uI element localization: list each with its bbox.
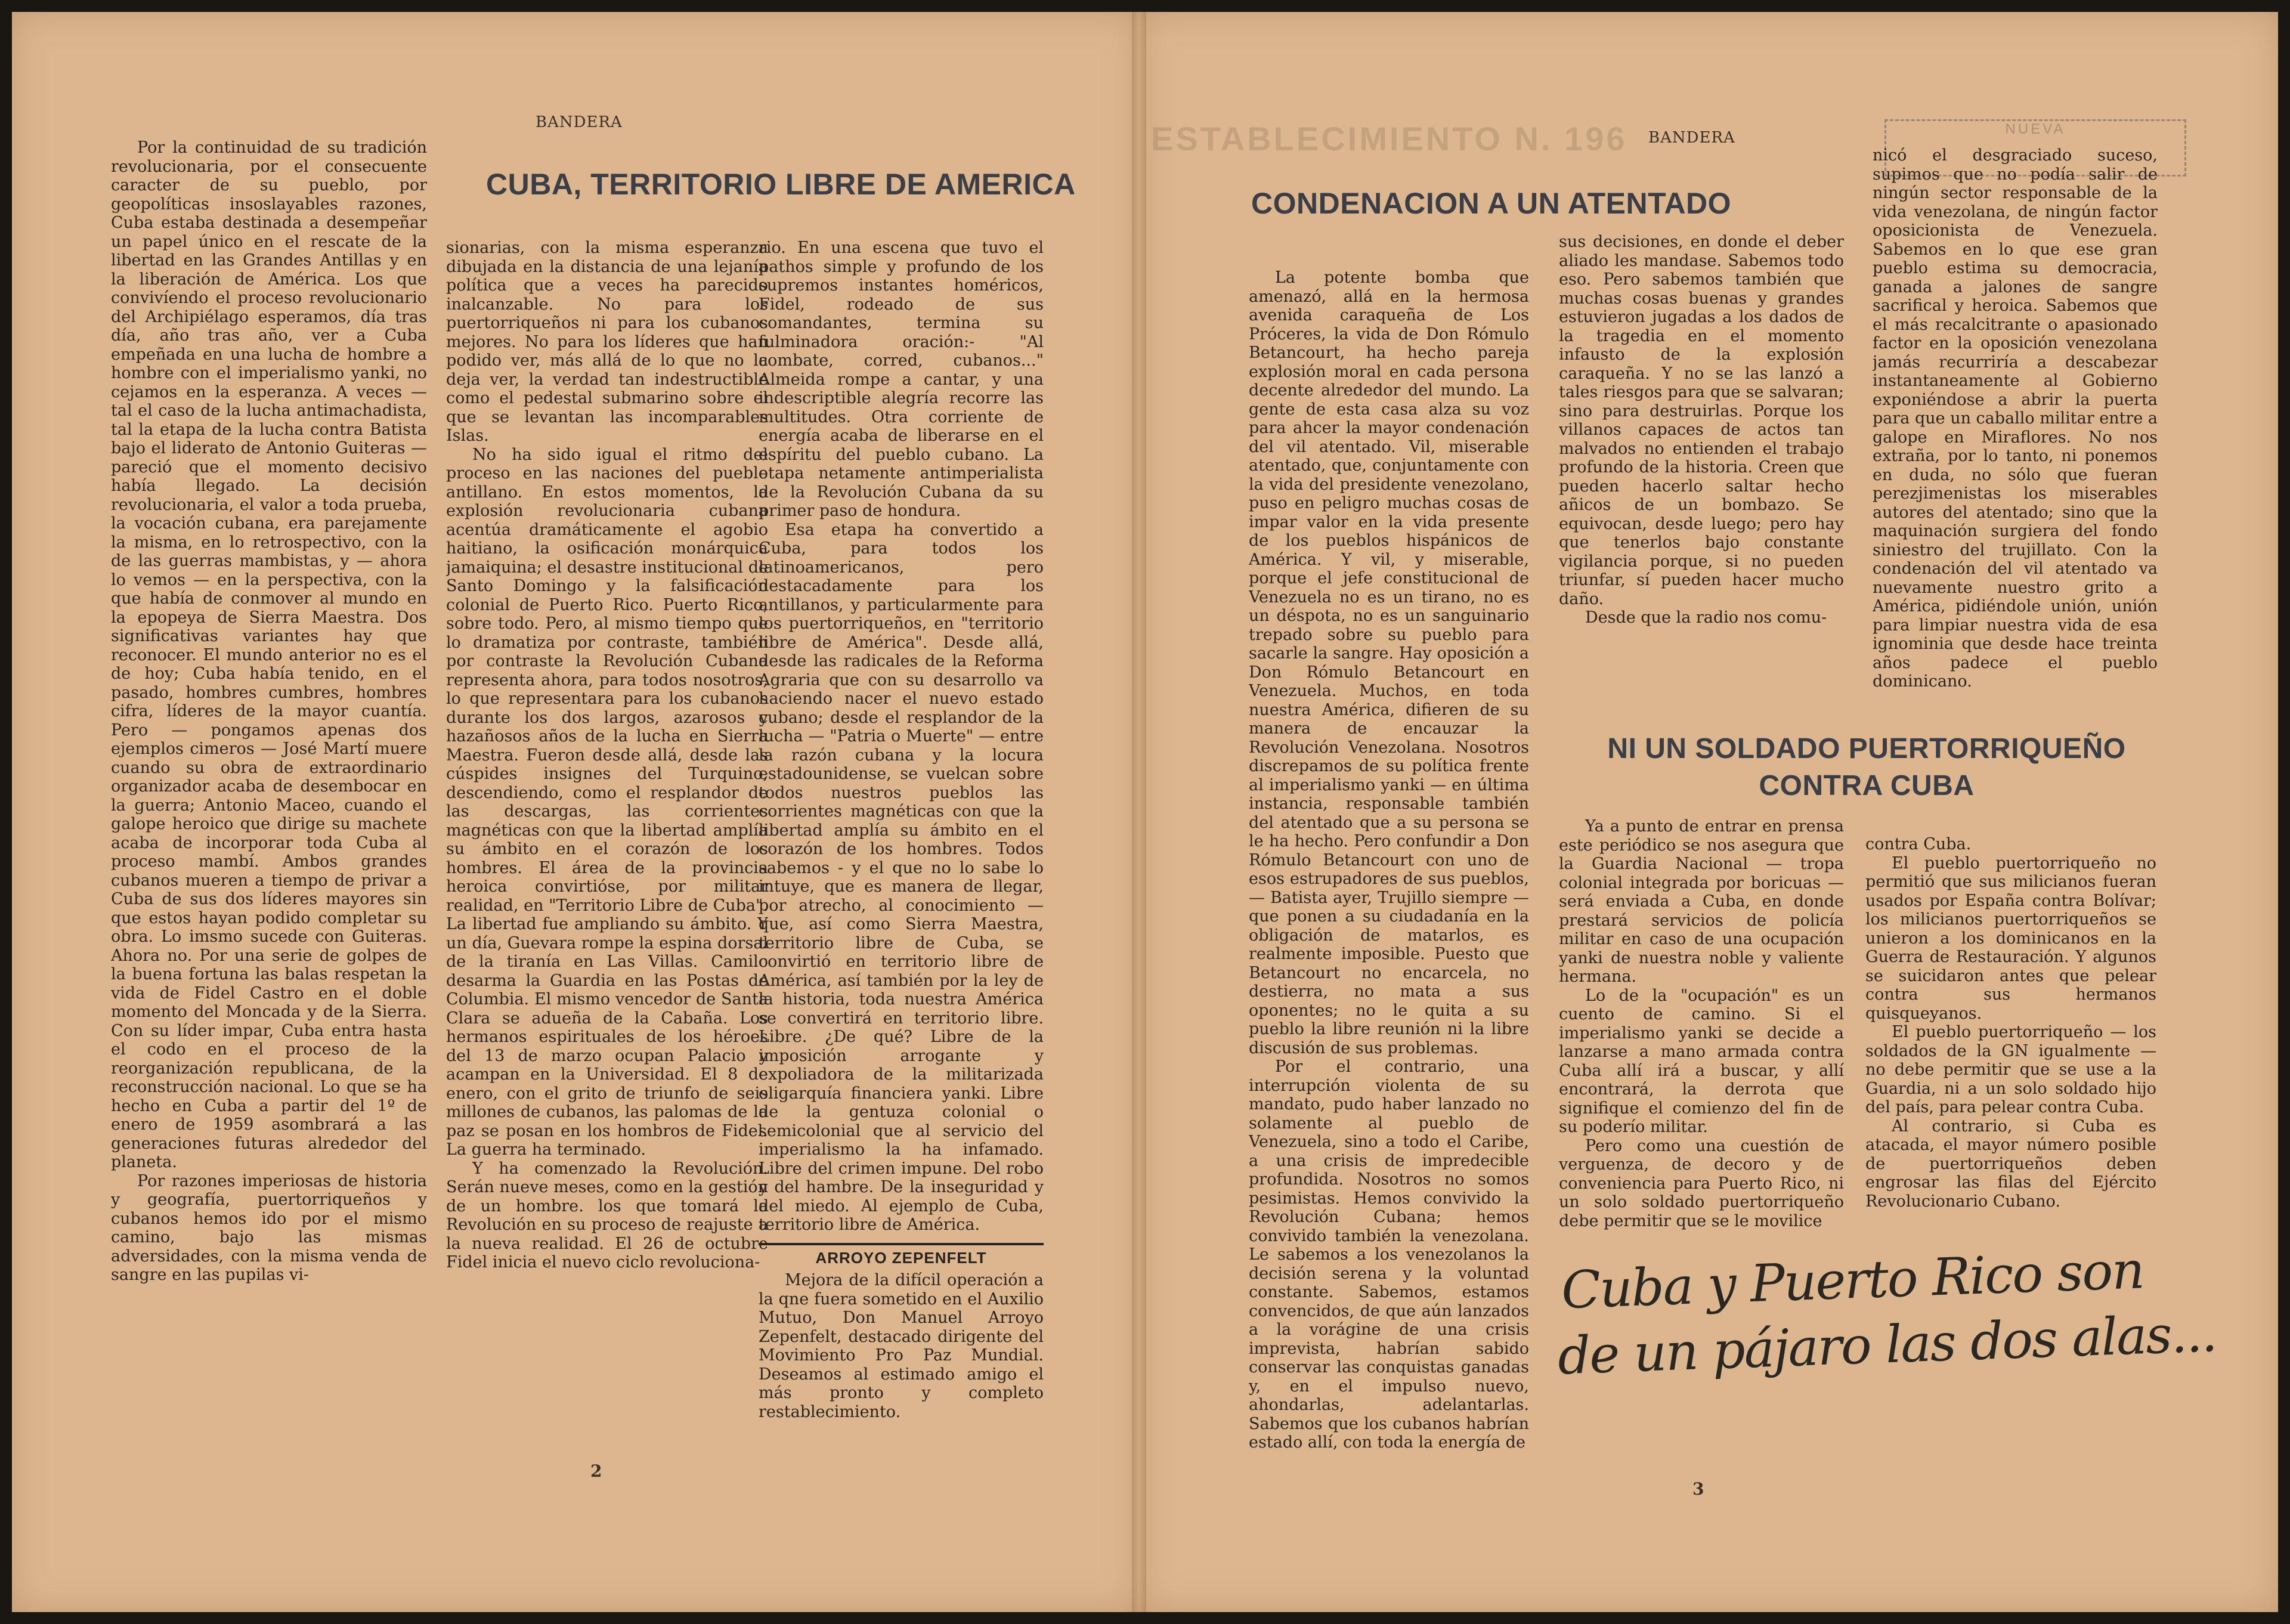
paragraph: Desde que la radio nos comu- [1585, 608, 1827, 627]
paragraph: Pero como una cuestión de verguenza, de decoro y de conveniencia para Puerto Rico, ni un solo soldado puertorriqueño debe permitir que se le movilice [1559, 1136, 1844, 1230]
left-headline: CUBA, TERRITORIO LIBRE DE AMERICA [486, 168, 1076, 201]
right-column-2 [1559, 233, 1844, 686]
paragraph: El pueblo puertorriqueño — los soldados de la GN igualmente — no debe permitir que se use a la Guardia, ni a un solo soldado hijo del país, para pelear contra Cuba. [1865, 1023, 2156, 1116]
left-column-1 [111, 138, 427, 1498]
right-page-number: 3 [1692, 1479, 1704, 1499]
paragraph: Por razones imperiosas de historia y geografía, puertorriqueños y cubanos hemos ido por el mismo camino, bajo las mismas adversidades, con la misma venda de sangre en las pupilas vi- [111, 1171, 427, 1284]
paragraph: Al contrario, si Cuba es atacada, el mayor número posible de puertorriqueños deben engrosar las filas del Ejército Revolucionario Cubano. [1865, 1116, 2156, 1211]
sidebar-byline: ARROYO ZEPENFELT [759, 1243, 1044, 1268]
paragraph: rio. En una escena que tuvo el pathos simple y profundo de los supremos instantes homéricos, Fidel, rodeado de sus comandantes, termina su fulminadora oración:- "Al combate, corred, cubanos..." Almeida rompe a cantar, y una indescriptible alegría recorre las multitudes. Otra corriente de energía acaba de liberarse en el espíritu del pueblo cubano. La etapa netamente antimperialista de la Revolución Cubana da su primer paso de hondura. [759, 239, 1044, 520]
left-page-number: 2 [590, 1461, 602, 1481]
second-headline [1598, 731, 2135, 805]
handwriting-line-1: Cuba y Puerto Rico son [1560, 1241, 2145, 1321]
paragraph: Por el contrario, una interrupción violenta de su mandato, pudo haber lanzado no solamente al pueblo de Venezuela, sino a todo el Caribe, a una crisis de impredecible profundida. Nosotros no somos pesimistas. Hemos convivido la Revolución Cubana; hemos convivido también la venezolana. Le sabemos a los venezolanos la decisión serena y la voluntad constante. Sabemos, estamos convencidos, de que aún lanzados a la vorágine de una crisis imprevista, habrían sabido conservar las conquistas ganadas y, en el impulso nuevo, ahondarlas, adelantarlas. Sabemos que los cubanos habrían estado allí, con toda la energía de [1249, 1057, 1529, 1452]
paragraph: Esa etapa ha convertido a Cuba, para todos los latinoamericanos, pero destacadamente para los antillanos, y particularmente para los puertorriqueños, en "territorio libre de América". Desde allá, desde las radicales de la Reforma Agraria que con su desarrollo va haciendo nacer el nuevo estado cubano; desde el resplandor de la lucha — "Patria o Muerte" — entre la razón cubana y la locura estadounidense, se vuelcan sobre todos nuestros pueblos las corrientes magnéticas con que la libertad amplía su ámbito en el corazón de los hombres. Todos sabemos - y el que no lo sabe lo intuye, que es manera de llegar, por atrecho, al conocimiento — que, así como Sierra Maestra, territorio libre de Cuba, se convirtió en territorio libre de América, así también por la ley de la historia, toda nuestra América se convertirá en territorio libre. Libre. ¿De qué? Libre de la imposición arrogante y expoliadora de la militarizada oligarquía financiera yanki. Libre de la gentuza colonial o semicolonial que al servicio del imperialismo la ha infamado. Libre del crimen impune. Del robo y del hambre. De la inseguridad y del miedo. Al ejemplo de Cuba, territorio libre de América. [759, 520, 1044, 1234]
left-page-header: BANDERA [536, 113, 623, 131]
paragraph: La potente bomba que amenazó, allá en la hermosa avenida caraqueña de Los Próceres, la vida de Don Rómulo Betancourt, ha hecho pareja explosión moral en cada persona decente alrededor del mundo. La gente de esta casa alza su voz para ahcer la mayor condenación del vil atentado. Vil, miserable atentado, que, conjuntamente con la vida del presidente venezolano, puso en peligro muchas cosas de impar valor en la vida presente de los pueblos hispánicos de América. Y vil, y miserable, porque el jefe constitucional de Venezuela no es un tirano, no es un déspota, no es un sanguinario trepado sobre su pueblo para sacarle la sangre. Hay oposición a Don Rómulo Betancourt en Venezuela. Muchos, en toda nuestra América, difieren de su manera de encauzar la Revolución Venezolana. Nosotros discrepamos de su política frente al imperialismo yanki — en última instancia, responsable también del atentado que a su persona se le ha hecho. Pero confundir a Don Rómulo Betancourt con uno de esos estrupadores de sus pueblos, — Batista ayer, Trujillo siempre — que ponen a su ciudadanía en la obligación de matarlos, es realmente imposible. Puesto que Betancourt no encarcela, no destierra, no mata a sus oponentes; no le quita a su pueblo la libre reunión ni la libre discusión de sus problemas. [1249, 268, 1529, 1057]
second-article-column-1 [1559, 817, 1844, 1246]
second-article-column-2 [1865, 835, 2156, 1252]
stamp-text: NUEVA [2005, 121, 2066, 137]
center-fold [1132, 12, 1146, 1612]
paragraph: El pueblo puertorriqueño no permitió que sus milicianos fueran usados por España contra Bolívar; los milicianos puertorriqueños se unieron a los dominicanos en la Guerra de Restauración. Y algunos se suicidaron antes que pelear contra sus hermanos quisqueyanos. [1865, 853, 2156, 1023]
paragraph: sionarias, con la misma esperanza dibujada en la distancia de una lejanía política que a veces ha parecido inalcanzable. No para los puertorriqueños ni para los cubanos mejores. No para los líderes que han podido ver, más allá de lo que no la deja ver, la verdad tan indestructible como el pedestal submarino sobre el que se levantan las incomparables Islas. [446, 239, 768, 445]
left-column-3 [759, 239, 1044, 1497]
paragraph: Y ha comenzado la Revolución. Serán nueve meses, como en la gestión de un hombre. los que tomará la Revolución en su proceso de reajuste a la nueva realidad. El 26 de octubre Fidel inicia el nuevo ciclo revoluciona- [446, 1159, 768, 1272]
handwritten-annotation [1556, 1235, 2220, 1389]
paragraph: Lo de la "ocupación" es un cuento de camino. Si el imperialismo yanki se decide a lanzarse a mano armada contra Cuba allí irá a buscar, y allí encontrará, la derrota que signifique el comienzo del fin de su poderío militar. [1559, 986, 1844, 1136]
paragraph: contra Cuba. [1865, 835, 1972, 853]
right-page-header: BANDERA [1648, 129, 1735, 147]
paragraph: Ya a punto de entrar en prensa este periódico se nos asegura que la Guardia Nacional — tropa colonial integrada por boricuas — será enviada a Cuba, en donde prestará servicios de policía militar en caso de una ocupación yanki de nuestra noble y valiente hermana. [1559, 817, 1844, 986]
paragraph: nicó el desgraciado suceso, supimos que no podía salir de ningún sector responsable de la vida venezolana, de ningún factor oposicionista de Venezuela. Sabemos en lo que ese gran pueblo estima su democracia, ganada a jalones de sangre sacrifical y heroica. Sabemos que el más recalcitrante o apasionado factor en la oposición venezolana jamás recurriría a descabezar instantaneamente al Gobierno exponiéndose a abrir la puerta para que un caballo militar entre a galope en Miraflores. No nos extraña, por lo tanto, ni ponemos en duda, no sólo que fueran perezjimenistas los miserables autores del atentado; sino que la maquinación surgiera del fondo siniestro del trujillato. Con la condenación del vil atentado va nuevamente nuestro grito a América, pidiéndole unión, unión para limpiar nuestra vida de esa ignominia que desde hace treinta años padece el pueblo dominicano. [1873, 146, 2158, 691]
right-column-3 [1873, 146, 2158, 713]
right-column-1 [1249, 268, 1529, 1485]
paragraph: sus decisiones, en donde el deber aliado les mandase. Sabemos todo eso. Pero sabemos también que muchas cosas buenas y grandes estuvieron jugadas a los dados de la tragedia en el momento infausto de la explosión caraqueña. Y no se las lanzó a tales riesgos para que se salvaran; sino para destruirlas. Porque los villanos capaces de actos tan malvados no entienden el trabajo profundo de la historia. Creen que pueden hacerlo saltar hecho añicos de un bombazo. Se equivocan, desde luego; pero hay que tenerlos bajo constante vigilancia porque, si no pueden triunfar, sí pueden hacer mucho daño. [1559, 233, 1844, 608]
handwriting-line-2: de un pájaro las dos alas... [1556, 1303, 2217, 1387]
second-headline-line-1: NI UN SOLDADO PUERTORRIQUEÑO [1607, 733, 2126, 765]
paragraph: Por la continuidad de su tradición revolucionaria, por el consecuente caracter de su pueblo, por geopolíticas insoslayables razones, Cuba estaba destinada a desempeñar un papel único en el rescate de la libertad en las Grandes Antillas y en la liberación de América. Los que convivíendo el proceso revolucionario del Archipiélago esperamos, día tras día, año tras año, ver a Cuba empeñada en una lucha de hombre a hombre con el imperialismo yanki, no cejamos en la esperanza. A veces — tal el caso de la lucha antimachadista, tal la etapa de la lucha contra Batista bajo el liderato de Antonio Guiteras — pareció que el momento decisivo había llegado. La decisión revolucionaria, el valor a toda prueba, la vocación cubana, era parejamente la misma, en lo retrospectivo, con la de las guerras mambistas, y — ahora lo vemos — en la perspectiva, con la que había de conmover al mundo en la epopeya de Sierra Maestra. Dos significativas variantes hay que reconocer. El mundo anterior no es el de hoy; Cuba había tenido, en el pasado, hombres cumbres, hombres cifra, líderes de la mayor cuantía. Pero — pongamos apenas dos ejemplos cimeros — José Martí muere cuando su obra de extraordinario organizador acaba de desembocar en la guerra; Antonio Maceo, cuando el galope heroico que dirige su machete acaba de incorporar toda Cuba al proceso mambí. Ambos grandes cubanos mueren a tiempo de privar a Cuba de sus dos líderes mayores sin que estos hayan podido completar su obra. Lo imsmo sucede con Guiteras. Ahora no. Por una serie de golpes de la buena fortuna las balas respetan la vida de Fidel Castro en el doble momento del Moncada y de la Sierra. Con su líder impar, Cuba entra hasta el codo en el proceso de la reorganización republicana, de la reconstrucción nacional. Lo que se ha hecho en Cuba a partir del 1º de enero de 1959 asombrará a las generaciones futuras alrededor del planeta. [111, 138, 427, 1171]
left-column-2 [446, 239, 768, 1491]
right-headline: CONDENACION A UN ATENTADO [1251, 187, 1732, 220]
paragraph: No ha sido igual el ritmo del proceso en las naciones del pueblo antillano. En estos momentos, la explosión revolucionaria cubana acentúa dramáticamente el agobio haitiano, la osificación monárquica jamaiquina; el desastre institucional de Santo Domingo y la falsificación colonial de Puerto Rico. Puerto Rico, sobre todo. Pero, al mismo tiempo que lo dramatiza por contraste, también por contraste la Revolución Cubana representa ahora, para todos nosotros, lo que representara para los cubanos durante los dos largos, azarosos y hazañosos años de la lucha en Sierra Maestra. Fueron desde allá, desde las cúspides insignes del Turquino, descendiendo, como el resplandor de las descargas, las corrientes magnéticas con que la libertad amplía su ámbito en el corazón de los hombres. El área de la provincia heroica convirtióse, por militar realidad, en "Territorio Libre de Cuba". La libertad fue ampliando su ámbito. Y un día, Guevara rompe la espina dorsal de la tiranía en Las Villas. Camilo desarma la Guardia en las Postas de Columbia. El mismo vencedor de Santa Clara se adueña de la Cabaña. Los hermanos espirituales de los héroes del 13 de marzo ocupan Palacio y acampan en la Universidad. El 8 de enero, con el grito de triunfo de seis millones de cubanos, las palomas de la paz se posan en los hombros de Fidel. La guerra ha terminado. [446, 445, 768, 1159]
sidebar-text: Mejora de la difícil operación a la qne fuera sometido en el Auxilio Mutuo, Don Manuel Arroyo Zepenfelt, destacado dirigente del Movimiento Pro Paz Mundial. Deseamos al estimado amigo el más pronto y completo restablecimiento. [759, 1271, 1044, 1421]
second-headline-line-2: CONTRA CUBA [1759, 770, 1975, 802]
ghost-stamp-text: ESTABLECIMIENTO N. 196 [1151, 120, 1627, 157]
